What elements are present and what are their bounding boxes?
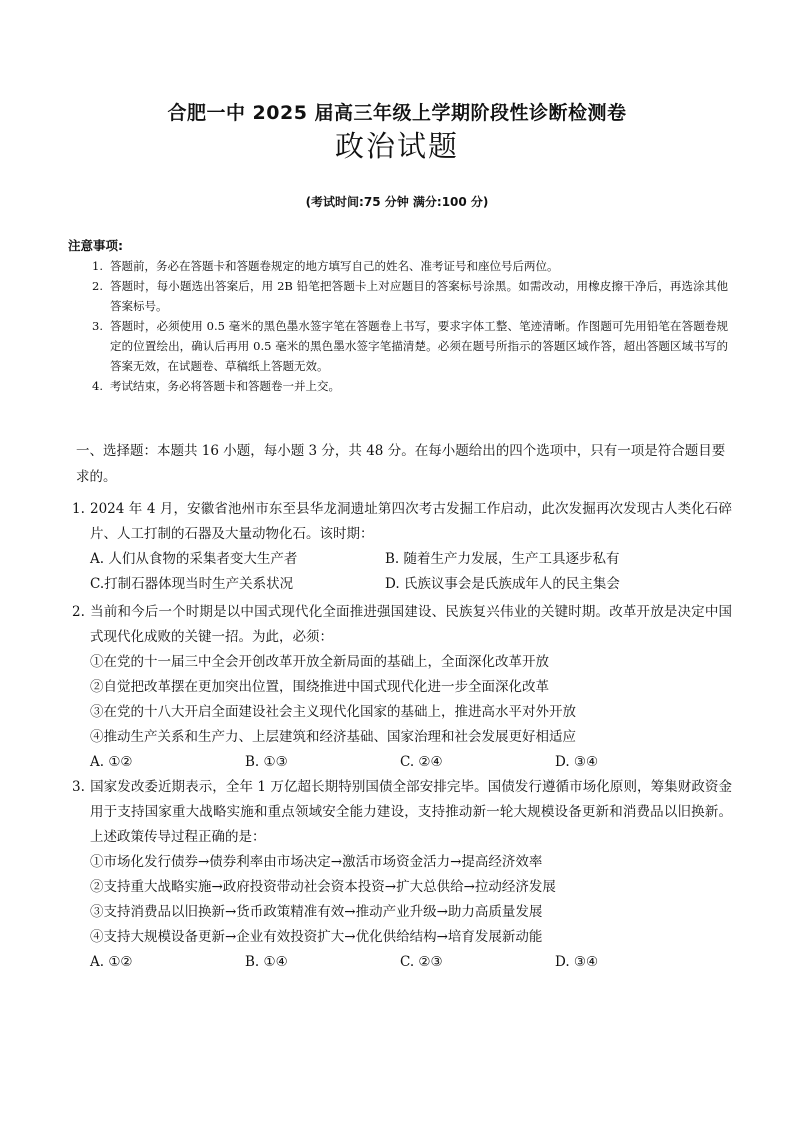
question-stem bbox=[72, 775, 732, 850]
option-row bbox=[72, 750, 732, 775]
notice-item bbox=[68, 316, 728, 376]
question-number: 2. bbox=[72, 604, 85, 620]
option-c: C. ②③ bbox=[400, 954, 443, 970]
section-heading: 一、选择题：本题共 16 小题，每小题 3 分，共 48 分。在每小题给出的四个选项中，只有一项是符合题目要求的。 bbox=[76, 443, 726, 485]
question-2 bbox=[72, 600, 732, 775]
question-number: 3. bbox=[72, 779, 85, 795]
notice-list bbox=[68, 256, 728, 396]
notice-item-text: 答题前，务必在答题卡和答题卷规定的地方填写自己的姓名、准考证号和座位号后两位。 bbox=[110, 259, 559, 273]
option-a: A. ①② bbox=[90, 754, 133, 770]
notice-item-number: 3. bbox=[92, 319, 103, 333]
option-b: B. 随着生产力发展，生产工具逐步私有 bbox=[385, 551, 620, 567]
statement-4: ④支持大规模设备更新→企业有效投资扩大→优化供给结构→培育发展新动能 bbox=[90, 929, 543, 945]
subject-title: 政治试题 bbox=[334, 129, 459, 163]
option-b: B. ①④ bbox=[245, 954, 288, 970]
notice-item-text: 答题时，每小题选出答案后，用 2B 铅笔把答题卡上对应题目的答案标号涂黑。如需改动，用橡皮擦干净后，再选涂其他答案标号。 bbox=[110, 279, 728, 313]
option-d: D. ③④ bbox=[555, 954, 599, 970]
notice-item bbox=[68, 256, 728, 276]
statement-3: ③在党的十八大开启全面建设社会主义现代化国家的基础上，推进高水平对外开放 bbox=[90, 704, 576, 720]
question-number: 1. bbox=[72, 501, 85, 517]
option-a: A. 人们从食物的采集者变大生产者 bbox=[90, 551, 298, 567]
notice-item-number: 2. bbox=[92, 279, 103, 293]
notice-item-text: 答题时，必须使用 0.5 毫米的黑色墨水签字笔在答题卷上书写，要求字体工整、笔迹清晰。作图题可先用铅笔在答题卷规定的位置绘出，确认后再用 0.5 毫米的黑色墨水签字笔描清楚。必须在题号所指示的答题区域作答，超出答题区域书写的答案无效，在试题卷、草稿纸上答题无效。 bbox=[110, 319, 728, 373]
option-c: C.打制石器体现当时生产关系状况 bbox=[90, 576, 294, 592]
notice-item bbox=[68, 276, 728, 316]
option-d: D. ③④ bbox=[555, 754, 599, 770]
option-row bbox=[72, 950, 732, 975]
statement-4: ④推动生产关系和生产力、上层建筑和经济基础、国家治理和社会发展更好相适应 bbox=[90, 729, 576, 745]
question-text: 国家发改委近期表示，全年 1 万亿超长期特别国债全部安排完毕。国债发行遵循市场化原则，筹集财政资金用于支持国家重大战略实施和重点领域安全能力建设，支持推动新一轮大规模设备更新和消费品以旧换新。上述政策传导过程正确的是： bbox=[90, 779, 732, 845]
option-c: C. ②④ bbox=[400, 754, 443, 770]
question-3 bbox=[72, 775, 732, 975]
option-b: B. ①③ bbox=[245, 754, 288, 770]
statement-3: ③支持消费品以旧换新→货币政策精准有效→推动产业升级→助力高质量发展 bbox=[90, 904, 543, 920]
notice-item-number: 4. bbox=[92, 379, 103, 393]
option-a: A. ①② bbox=[90, 954, 133, 970]
statement-2: ②自觉把改革摆在更加突出位置，围绕推进中国式现代化进一步全面深化改革 bbox=[90, 679, 549, 695]
statement-1: ①市场化发行债券→债券利率由市场决定→激活市场资金活力→提高经济效率 bbox=[90, 854, 543, 870]
question-text: 2024 年 4 月，安徽省池州市东至县华龙洞遗址第四次考古发掘工作启动，此次发掘再次发现古人类化石碎片、人工打制的石器及大量动物化石。该时期： bbox=[90, 501, 732, 542]
notice-heading: 注意事项: bbox=[68, 238, 123, 253]
option-row bbox=[72, 572, 732, 597]
question-text: 当前和今后一个时期是以中国式现代化全面推进强国建设、民族复兴伟业的关键时期。改革开放是决定中国式现代化成败的关键一招。为此，必须： bbox=[90, 604, 732, 645]
question-stem bbox=[72, 600, 732, 650]
statement-2: ②支持重大战略实施→政府投资带动社会资本投资→扩大总供给→拉动经济发展 bbox=[90, 879, 556, 895]
option-row bbox=[72, 547, 732, 572]
question-1 bbox=[72, 497, 732, 597]
exam-title: 合肥一中 2025 届高三年级上学期阶段性诊断检测卷 bbox=[167, 102, 627, 124]
notice-item-number: 1. bbox=[92, 259, 103, 273]
question-stem bbox=[72, 497, 732, 547]
option-d: D. 氏族议事会是氏族成年人的民主集会 bbox=[385, 576, 620, 592]
notice-item bbox=[68, 376, 728, 396]
notice-item-text: 考试结束，务必将答题卡和答题卷一并上交。 bbox=[110, 379, 340, 393]
exam-info: (考试时间:75 分钟 满分:100 分) bbox=[305, 195, 489, 209]
statement-1: ①在党的十一届三中全会开创改革开放全新局面的基础上，全面深化改革开放 bbox=[90, 654, 549, 670]
